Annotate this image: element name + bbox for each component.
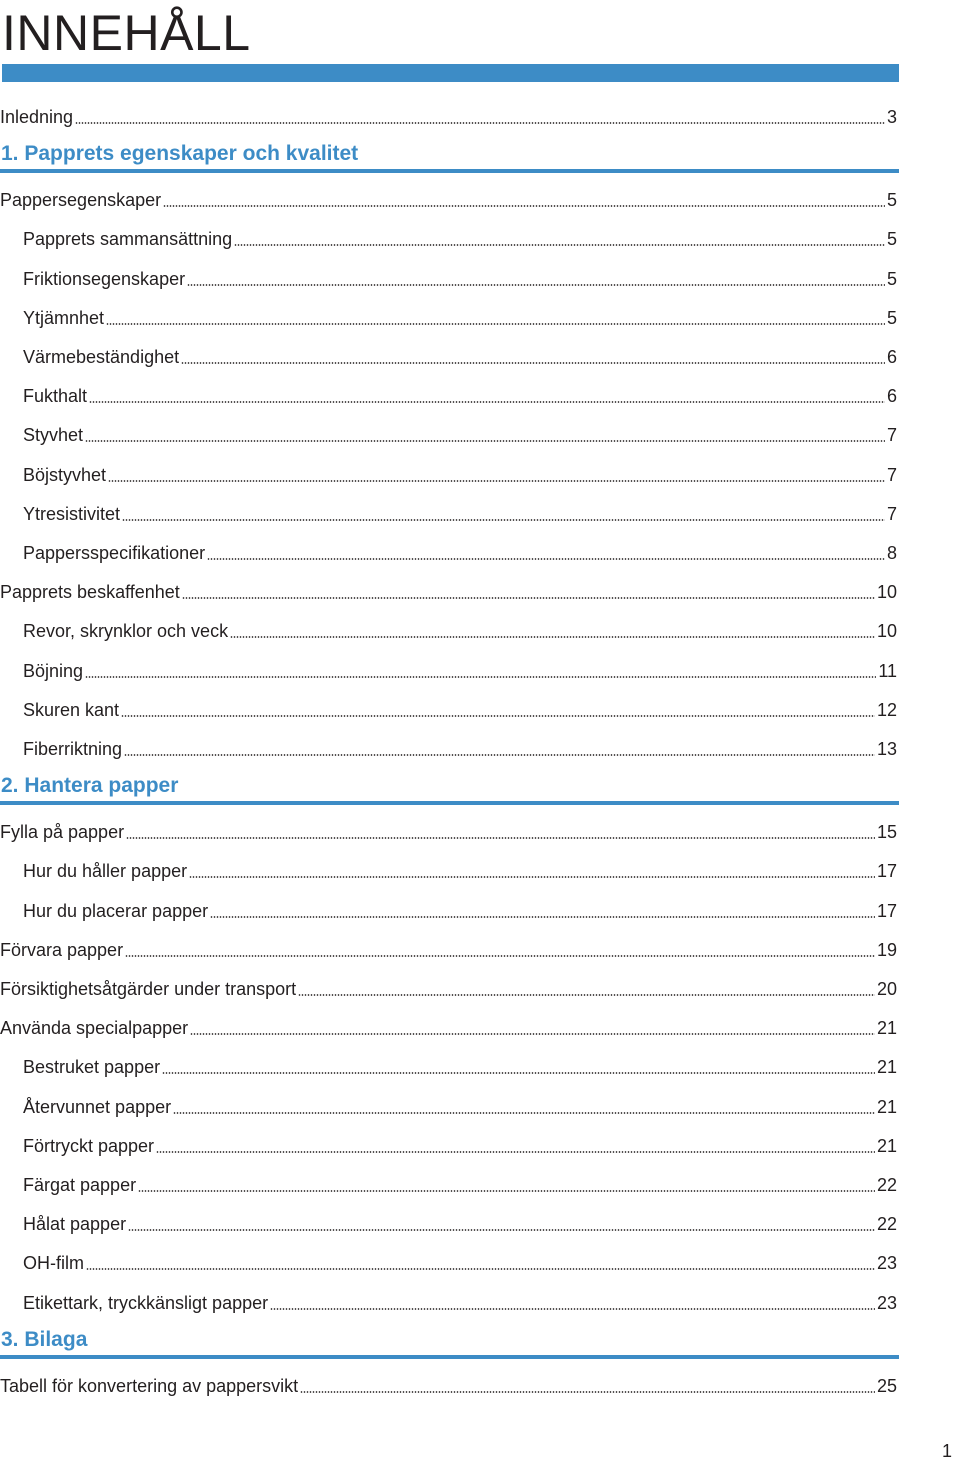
toc-entry-label: OH-film: [23, 1253, 84, 1273]
toc-entry-page: 13: [876, 739, 897, 759]
dot-leader: [234, 244, 885, 246]
toc-entry-label: Använda specialpapper: [0, 1018, 189, 1038]
dot-leader: [108, 480, 885, 482]
toc-entry-page: 22: [876, 1175, 897, 1195]
dot-leader: [187, 284, 885, 286]
dot-leader: [162, 1072, 875, 1074]
dot-leader: [138, 1190, 875, 1192]
toc-entry[interactable]: [0, 187, 897, 211]
toc-entry-page: 5: [886, 229, 897, 249]
toc-subentry[interactable]: [23, 1290, 897, 1314]
toc-subentry[interactable]: [23, 1250, 897, 1274]
toc-entry-page: 23: [876, 1253, 897, 1273]
toc-subentry[interactable]: [23, 1133, 897, 1157]
toc-subentry[interactable]: [23, 501, 897, 525]
toc-subentry[interactable]: [23, 344, 897, 368]
toc-entry-label: Revor, skrynklor och veck: [23, 621, 229, 641]
toc-entry-page: 5: [886, 308, 897, 328]
toc-entry-label: Pappersspecifikationer: [23, 543, 206, 563]
toc-entry-page: 21: [876, 1018, 897, 1038]
toc-entry-page: 17: [876, 901, 897, 921]
toc-entry-page: 21: [876, 1136, 897, 1156]
dot-leader: [156, 1151, 875, 1153]
toc-entry[interactable]: [0, 976, 897, 1000]
toc-subentry[interactable]: [23, 305, 897, 329]
toc-subentry[interactable]: [23, 697, 897, 721]
section-rule: [0, 1355, 899, 1359]
toc-entry-label: Tabell för konvertering av pappersvikt: [0, 1376, 299, 1396]
dot-leader: [182, 597, 875, 599]
dot-leader: [300, 1391, 875, 1393]
dot-leader: [122, 519, 885, 521]
toc-subentry[interactable]: [23, 226, 897, 250]
toc-entry[interactable]: [0, 1373, 897, 1397]
toc-entry-page: 7: [886, 465, 897, 485]
toc-entry-page: 6: [886, 386, 897, 406]
dot-leader: [89, 401, 885, 403]
toc-subentry[interactable]: [23, 736, 897, 760]
toc-entry-page: 15: [876, 822, 897, 842]
toc-entry-page: 19: [876, 940, 897, 960]
toc-entry-page: 23: [876, 1293, 897, 1313]
dot-leader: [85, 676, 876, 678]
toc-subentry[interactable]: [23, 383, 897, 407]
page-number: 1: [941, 1441, 952, 1461]
toc-entry-label: Värmebeständighet: [23, 347, 180, 367]
toc-entry-page: 8: [886, 543, 897, 563]
toc-entry-label: Inledning: [0, 107, 74, 127]
toc-entry-label: Fiberriktning: [23, 739, 123, 759]
section-heading[interactable]: 2. Hantera papper: [1, 774, 179, 797]
section-rule: [0, 801, 899, 805]
toc-entry-label: Böjstyvhet: [23, 465, 107, 485]
toc-entry-page: 10: [876, 582, 897, 602]
toc-entry-page: 6: [886, 347, 897, 367]
toc-entry-page: 20: [876, 979, 897, 999]
toc-subentry[interactable]: [23, 266, 897, 290]
toc-subentry[interactable]: [23, 462, 897, 486]
dot-leader: [121, 715, 875, 717]
toc-entry-page: 21: [876, 1097, 897, 1117]
toc-subentry[interactable]: [23, 1211, 897, 1235]
toc-entry-label: Friktionsegenskaper: [23, 269, 186, 289]
toc-entry-label: Fylla på papper: [0, 822, 125, 842]
toc-entry[interactable]: [0, 1015, 897, 1039]
toc-entry-page: 22: [876, 1214, 897, 1234]
toc-entry-label: Etikettark, tryckkänsligt papper: [23, 1293, 269, 1313]
toc-entry-label: Hålat papper: [23, 1214, 127, 1234]
dot-leader: [75, 122, 885, 124]
toc-entry-label: Fukthalt: [23, 386, 88, 406]
toc-entry-page: 5: [886, 269, 897, 289]
dot-leader: [210, 916, 875, 918]
toc-entry-page: 12: [876, 700, 897, 720]
toc-entry-page: 17: [876, 861, 897, 881]
toc-entry-label: Återvunnet papper: [23, 1097, 172, 1117]
dot-leader: [207, 558, 885, 560]
toc-entry-label: Förvara papper: [0, 940, 124, 960]
toc-subentry[interactable]: [23, 658, 897, 682]
dot-leader: [298, 994, 875, 996]
section-heading[interactable]: 3. Bilaga: [1, 1328, 88, 1351]
dot-leader: [190, 1033, 875, 1035]
dot-leader: [124, 754, 875, 756]
toc-entry-label: Papprets sammansättning: [23, 229, 233, 249]
toc-subentry[interactable]: [23, 618, 897, 642]
toc-entry[interactable]: [0, 579, 897, 603]
dot-leader: [85, 440, 885, 442]
toc-entry-page: 25: [876, 1376, 897, 1396]
dot-leader: [189, 876, 875, 878]
dot-leader: [270, 1308, 875, 1310]
toc-entry-label: Hur du placerar papper: [23, 901, 209, 921]
toc-subentry[interactable]: [23, 858, 897, 882]
toc-subentry[interactable]: [23, 1172, 897, 1196]
toc-entry-label: Bestruket papper: [23, 1057, 161, 1077]
toc-entry-label: Förtryckt papper: [23, 1136, 155, 1156]
toc-entry-label: Skuren kant: [23, 700, 120, 720]
toc-entry-label: Försiktighetsåtgärder under transport: [0, 979, 297, 999]
toc-subentry[interactable]: [23, 540, 897, 564]
toc-entry-label: Färgat papper: [23, 1175, 137, 1195]
toc-entry[interactable]: [0, 937, 897, 961]
toc-entry-label: Böjning: [23, 661, 84, 681]
toc-entry-page: 11: [878, 661, 897, 681]
toc-subentry[interactable]: [23, 898, 897, 922]
dot-leader: [181, 362, 885, 364]
toc-entry[interactable]: [0, 819, 897, 843]
toc-entry-page: 10: [876, 621, 897, 641]
toc-subentry[interactable]: [23, 1054, 897, 1078]
toc-entry-page: 7: [886, 504, 897, 524]
dot-leader: [86, 1268, 875, 1270]
toc-entry-label: Ytjämnhet: [23, 308, 105, 328]
dot-leader: [173, 1112, 875, 1114]
section-rule: [0, 169, 899, 173]
dot-leader: [230, 636, 875, 638]
section-heading[interactable]: 1. Papprets egenskaper och kvalitet: [1, 142, 359, 165]
toc-entry-page: 7: [886, 425, 897, 445]
toc-entry-label: Papprets beskaffenhet: [0, 582, 180, 602]
toc-entry-label: Hur du håller papper: [23, 861, 188, 881]
toc-entry-label: Ytresistivitet: [23, 504, 121, 524]
toc-entry-label: Styvhet: [23, 425, 84, 445]
dot-leader: [125, 955, 875, 957]
toc-entry-page: 3: [886, 107, 897, 127]
toc-entry[interactable]: [0, 104, 897, 128]
dot-leader: [128, 1229, 875, 1231]
toc-subentry[interactable]: [23, 422, 897, 446]
dot-leader: [106, 323, 885, 325]
dot-leader: [163, 205, 885, 207]
toc-entry-page: 21: [876, 1057, 897, 1077]
dot-leader: [126, 837, 875, 839]
page-title: INNEHÅLL: [2, 5, 251, 61]
toc-subentry[interactable]: [23, 1094, 897, 1118]
toc-entry-page: 5: [886, 190, 897, 210]
toc-entry-label: Pappersegenskaper: [0, 190, 162, 210]
